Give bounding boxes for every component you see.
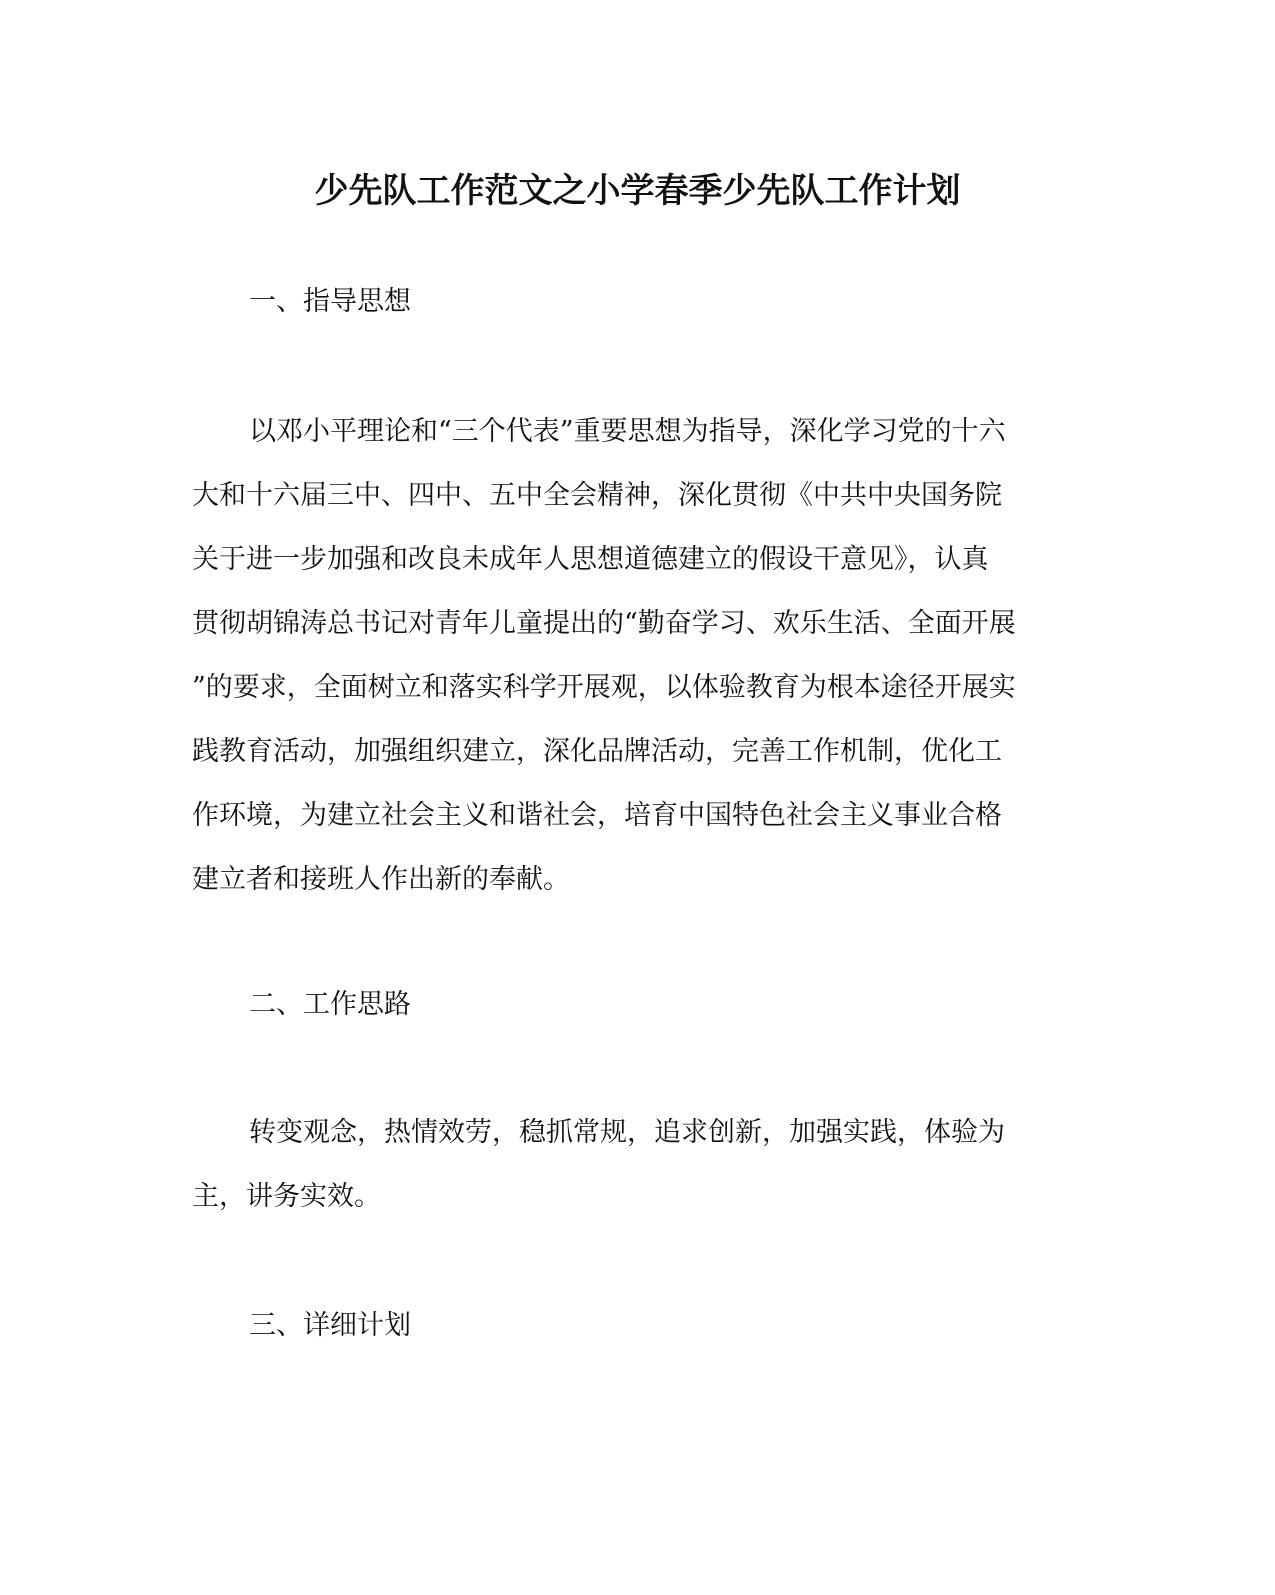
paragraph-line: ”的要求，全面树立和落实科学开展观，以体验教育为根本途径开展实 bbox=[192, 672, 1016, 703]
section-paragraph-1 bbox=[192, 400, 1068, 912]
paragraph-line: 贯彻胡锦涛总书记对青年儿童提出的“勤奋学习、欢乐生活、全面开展 bbox=[192, 608, 1016, 639]
section-paragraph-2 bbox=[192, 1101, 1068, 1229]
paragraph-line: 建立者和接班人作出新的奉献。 bbox=[192, 864, 570, 895]
paragraph-line: 主，讲务实效。 bbox=[192, 1181, 381, 1212]
paragraph-line: 转变观念，热情效劳，稳抓常规，追求创新，加强实践，体验为 bbox=[249, 1117, 1005, 1148]
paragraph-line: 作环境，为建立社会主义和谐社会，培育中国特色社会主义事业合格 bbox=[192, 800, 1002, 831]
section-heading-1: 一、指导思想 bbox=[249, 286, 411, 317]
section-heading-2: 二、工作思路 bbox=[249, 989, 411, 1020]
document-title: 少先队工作范文之小学春季少先队工作计划 bbox=[314, 171, 961, 211]
section-heading-3: 三、详细计划 bbox=[249, 1310, 411, 1341]
paragraph-line: 践教育活动，加强组织建立，深化品牌活动，完善工作机制，优化工 bbox=[192, 736, 1002, 767]
paragraph-line: 大和十六届三中、四中、五中全会精神，深化贯彻《中共中央国务院 bbox=[192, 480, 1002, 511]
paragraph-line: 关于进一步加强和改良未成年人思想道德建立的假设干意见》，认真 bbox=[192, 544, 989, 575]
paragraph-line: 以邓小平理论和“三个代表”重要思想为指导，深化学习党的十六 bbox=[249, 416, 1006, 447]
